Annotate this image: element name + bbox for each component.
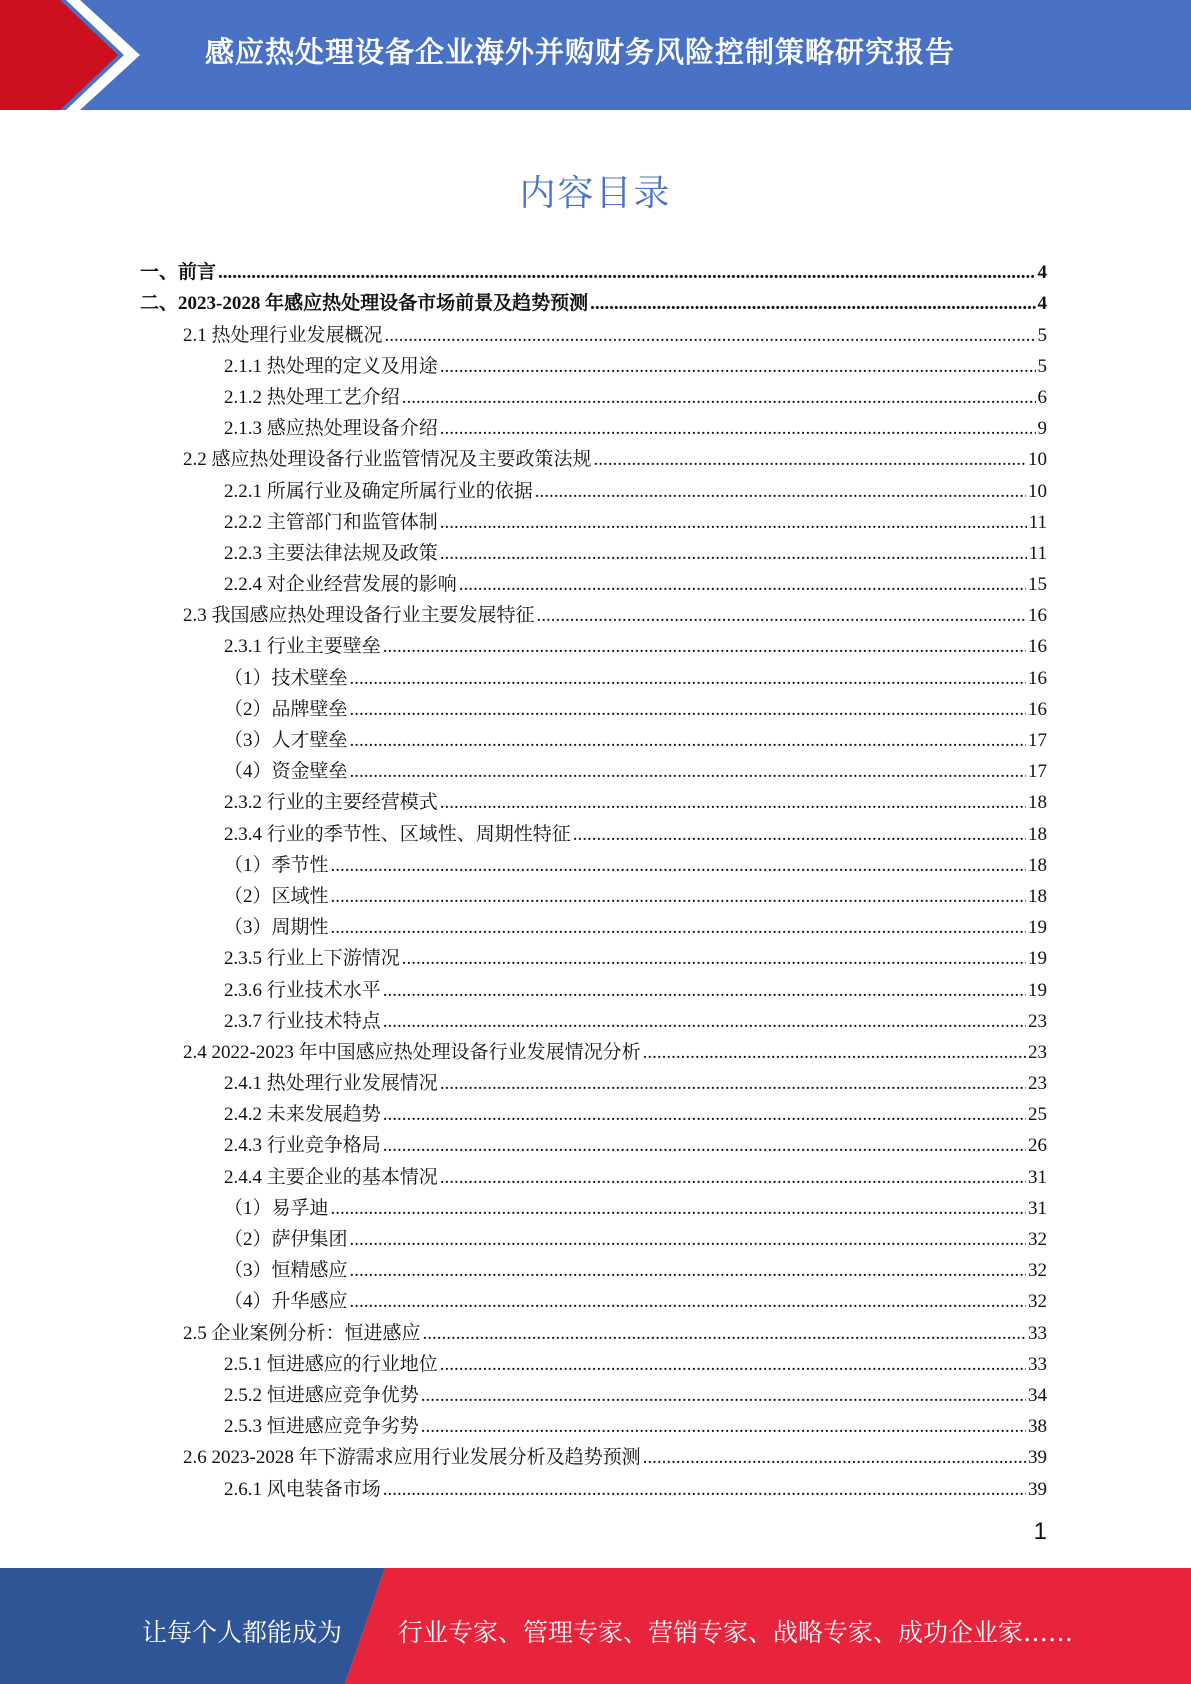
toc-dot-leader [440,417,1036,441]
toc-entry-page: 32 [1028,1229,1047,1250]
toc-entry-page: 18 [1028,823,1047,845]
toc-entry[interactable] [140,535,1047,566]
toc-entry[interactable] [140,1065,1047,1096]
table-of-contents [140,254,1047,1502]
toc-entry[interactable] [140,753,1047,784]
toc-entry-label: 2.3.4 行业的季节性、区域性、周期性特征 [224,823,571,845]
page-number: 1 [1033,1518,1047,1545]
toc-entry[interactable] [140,1346,1047,1377]
toc-entry-label: 2.1.2 热处理工艺介绍 [224,386,400,408]
toc-dot-leader [331,854,1026,878]
toc-entry-label: （4）升华感应 [224,1291,348,1313]
toc-entry-page: 11 [1028,542,1047,564]
toc-entry[interactable] [140,628,1047,659]
toc-entry-page: 17 [1028,761,1047,783]
toc-entry-label: 二、2023-2028 年感应热处理设备市场前景及趋势预测 [140,293,589,315]
toc-dot-leader [385,324,1036,348]
toc-entry-page: 9 [1037,418,1047,440]
toc-dot-leader [331,916,1026,940]
toc-entry-label: 2.2.2 主管部门和监管体制 [224,511,438,533]
toc-entry[interactable] [140,1158,1047,1189]
toc-entry[interactable] [140,1127,1047,1158]
toc-dot-leader [535,480,1026,504]
toc-dot-leader [383,1103,1026,1127]
toc-dot-leader [350,1259,1026,1283]
toc-entry[interactable] [140,254,1047,285]
toc-entry-label: 2.1 热处理行业发展概况 [183,324,383,346]
toc-entry-page: 23 [1028,1073,1047,1095]
toc-entry-page: 4 [1037,262,1047,284]
toc-dot-leader [383,1478,1026,1502]
toc-entry-page: 39 [1028,1447,1047,1469]
toc-entry-label: （1）季节性 [224,854,329,876]
toc-dot-leader [643,1446,1026,1470]
toc-entry[interactable] [140,379,1047,410]
toc-entry[interactable] [140,847,1047,878]
toc-entry-page: 4 [1037,293,1047,315]
toc-entry[interactable] [140,878,1047,909]
toc-heading: 内容目录 [519,173,672,214]
toc-entry-page: 25 [1028,1104,1047,1126]
toc-dot-leader [218,261,1035,285]
toc-dot-leader [350,667,1026,691]
toc-dot-leader [350,698,1026,722]
toc-entry-page: 15 [1028,574,1047,596]
toc-entry[interactable] [140,909,1047,940]
toc-entry-page: 32 [1028,1260,1047,1282]
toc-entry-page: 5 [1037,324,1047,346]
toc-entry-label: （1）易孚迪 [224,1197,329,1219]
toc-entry-label: 2.1.1 热处理的定义及用途 [224,355,438,377]
toc-entry-label: 2.4.2 未来发展趋势 [224,1104,381,1126]
toc-entry-label: 2.5.3 恒进感应竞争劣势 [224,1416,419,1438]
toc-entry[interactable] [140,1003,1047,1034]
toc-entry[interactable] [140,1314,1047,1345]
toc-entry-label: 2.5.2 恒进感应竞争优势 [224,1384,419,1406]
toc-entry[interactable] [140,1034,1047,1065]
toc-entry[interactable] [140,971,1047,1002]
toc-entry-page: 10 [1028,480,1047,502]
toc-entry-label: （3）恒精感应 [224,1260,348,1282]
toc-entry-page: 26 [1028,1135,1047,1157]
toc-dot-leader [643,1041,1026,1065]
toc-dot-leader [594,448,1026,472]
toc-entry-page: 31 [1028,1197,1047,1219]
toc-entry-page: 39 [1028,1478,1047,1500]
toc-dot-leader [459,573,1026,597]
toc-entry-label: 2.6.1 风电装备市场 [224,1478,381,1500]
toc-dot-leader [590,292,1035,316]
toc-entry[interactable] [140,597,1047,628]
footer-slogan-right: 行业专家、管理专家、营销专家、战略专家、成功企业家…… [398,1618,1074,1647]
toc-entry[interactable] [140,815,1047,846]
toc-entry-page: 18 [1028,792,1047,814]
toc-entry-page: 18 [1028,854,1047,876]
toc-entry[interactable] [140,472,1047,503]
toc-dot-leader [350,729,1026,753]
toc-entry[interactable] [140,1470,1047,1501]
toc-entry-page: 32 [1028,1291,1047,1313]
toc-entry-label: 2.3.5 行业上下游情况 [224,948,400,970]
toc-entry-label: 一、前言 [140,262,217,284]
toc-entry[interactable] [140,659,1047,690]
toc-dot-leader [383,635,1026,659]
toc-entry-label: 2.2 感应热处理设备行业监管情况及主要政策法规 [183,449,592,471]
toc-dot-leader [421,1415,1026,1439]
toc-entry-page: 11 [1028,511,1047,533]
toc-entry-label: 2.3.2 行业的主要经营模式 [224,792,438,814]
toc-dot-leader [573,823,1026,847]
toc-entry[interactable] [140,410,1047,441]
toc-entry-page: 16 [1028,667,1047,689]
toc-entry-page: 19 [1028,917,1047,939]
toc-entry-page: 16 [1028,698,1047,720]
toc-entry-page: 16 [1028,605,1047,627]
toc-entry-page: 38 [1028,1416,1047,1438]
toc-dot-leader [331,1197,1026,1221]
footer-band [0,1568,1191,1684]
toc-dot-leader [383,1134,1026,1158]
toc-entry-label: 2.5 企业案例分析：恒进感应 [183,1322,421,1344]
toc-entry[interactable] [140,316,1047,347]
toc-entry[interactable] [140,1096,1047,1127]
toc-entry[interactable] [140,691,1047,722]
toc-entry-label: 2.2.1 所属行业及确定所属行业的依据 [224,480,533,502]
toc-entry-label: 2.2.4 对企业经营发展的影响 [224,574,457,596]
toc-entry-label: 2.2.3 主要法律法规及政策 [224,542,438,564]
toc-dot-leader [350,760,1026,784]
toc-dot-leader [350,1290,1026,1314]
toc-dot-leader [350,1228,1026,1252]
toc-entry-page: 33 [1028,1353,1047,1375]
toc-entry[interactable] [140,1221,1047,1252]
toc-dot-leader [440,511,1027,535]
toc-entry[interactable] [140,504,1047,535]
toc-entry-label: （4）资金壁垒 [224,761,348,783]
toc-entry[interactable] [140,441,1047,472]
toc-dot-leader [383,1010,1026,1034]
toc-entry-page: 16 [1028,636,1047,658]
toc-entry-page: 19 [1028,948,1047,970]
toc-dot-leader [440,1072,1026,1096]
toc-entry-label: （2）区域性 [224,885,329,907]
toc-entry[interactable] [140,940,1047,971]
toc-entry[interactable] [140,285,1047,316]
toc-entry-label: （2）品牌壁垒 [224,698,348,720]
toc-dot-leader [402,947,1026,971]
toc-entry-label: （2）萨伊集团 [224,1229,348,1250]
toc-entry[interactable] [140,1408,1047,1439]
toc-entry-label: （3）周期性 [224,917,329,939]
toc-entry-page: 6 [1037,386,1047,408]
toc-entry[interactable] [140,1190,1047,1221]
report-title: 感应热处理设备企业海外并购财务风险控制策略研究报告 [205,35,956,69]
toc-entry-label: 2.4 2022-2023 年中国感应热处理设备行业发展情况分析 [183,1041,641,1063]
toc-dot-leader [421,1384,1026,1408]
toc-entry-label: （3）人才壁垒 [224,730,348,751]
header-band [0,0,1191,110]
toc-entry-page: 31 [1028,1166,1047,1188]
toc-entry-page: 5 [1037,355,1047,377]
toc-entry-page: 10 [1028,449,1047,471]
chevron-arrow-icon [0,0,140,110]
toc-entry[interactable] [140,1252,1047,1283]
toc-dot-leader [440,1166,1026,1190]
toc-entry-page: 23 [1028,1041,1047,1063]
toc-entry-label: 2.4.3 行业竞争格局 [224,1135,381,1157]
toc-entry-page: 18 [1028,885,1047,907]
toc-entry-label: 2.4.1 热处理行业发展情况 [224,1073,438,1095]
toc-entry[interactable] [140,722,1047,753]
toc-entry-label: 2.3.6 行业技术水平 [224,979,381,1001]
toc-entry-label: 2.4.4 主要企业的基本情况 [224,1166,438,1188]
toc-entry-label: 2.3 我国感应热处理设备行业主要发展特征 [183,605,535,627]
toc-entry-page: 23 [1028,1010,1047,1032]
toc-entry-page: 34 [1028,1384,1047,1406]
toc-entry-label: 2.1.3 感应热处理设备介绍 [224,418,438,440]
toc-dot-leader [440,1353,1026,1377]
toc-entry-label: 2.3.7 行业技术特点 [224,1010,381,1032]
toc-dot-leader [402,386,1036,410]
toc-entry[interactable] [140,1439,1047,1470]
toc-dot-leader [440,355,1036,379]
toc-dot-leader [383,979,1026,1003]
footer-slogan-left: 让每个人都能成为 [142,1618,343,1647]
toc-dot-leader [440,542,1027,566]
toc-entry-label: 2.6 2023-2028 年下游需求应用行业发展分析及趋势预测 [183,1447,641,1469]
toc-entry-page: 19 [1028,979,1047,1001]
toc-entry[interactable] [140,1283,1047,1314]
toc-dot-leader [537,604,1026,628]
toc-entry-label: 2.5.1 恒进感应的行业地位 [224,1353,438,1375]
toc-entry[interactable] [140,348,1047,379]
toc-dot-leader [423,1322,1026,1346]
toc-entry-page: 17 [1028,730,1047,751]
toc-dot-leader [331,885,1026,909]
toc-entry-label: 2.3.1 行业主要壁垒 [224,636,381,658]
toc-entry-label: （1）技术壁垒 [224,667,348,689]
toc-dot-leader [440,791,1026,815]
toc-entry[interactable] [140,566,1047,597]
toc-entry[interactable] [140,784,1047,815]
toc-entry-page: 33 [1028,1322,1047,1344]
toc-entry[interactable] [140,1377,1047,1408]
